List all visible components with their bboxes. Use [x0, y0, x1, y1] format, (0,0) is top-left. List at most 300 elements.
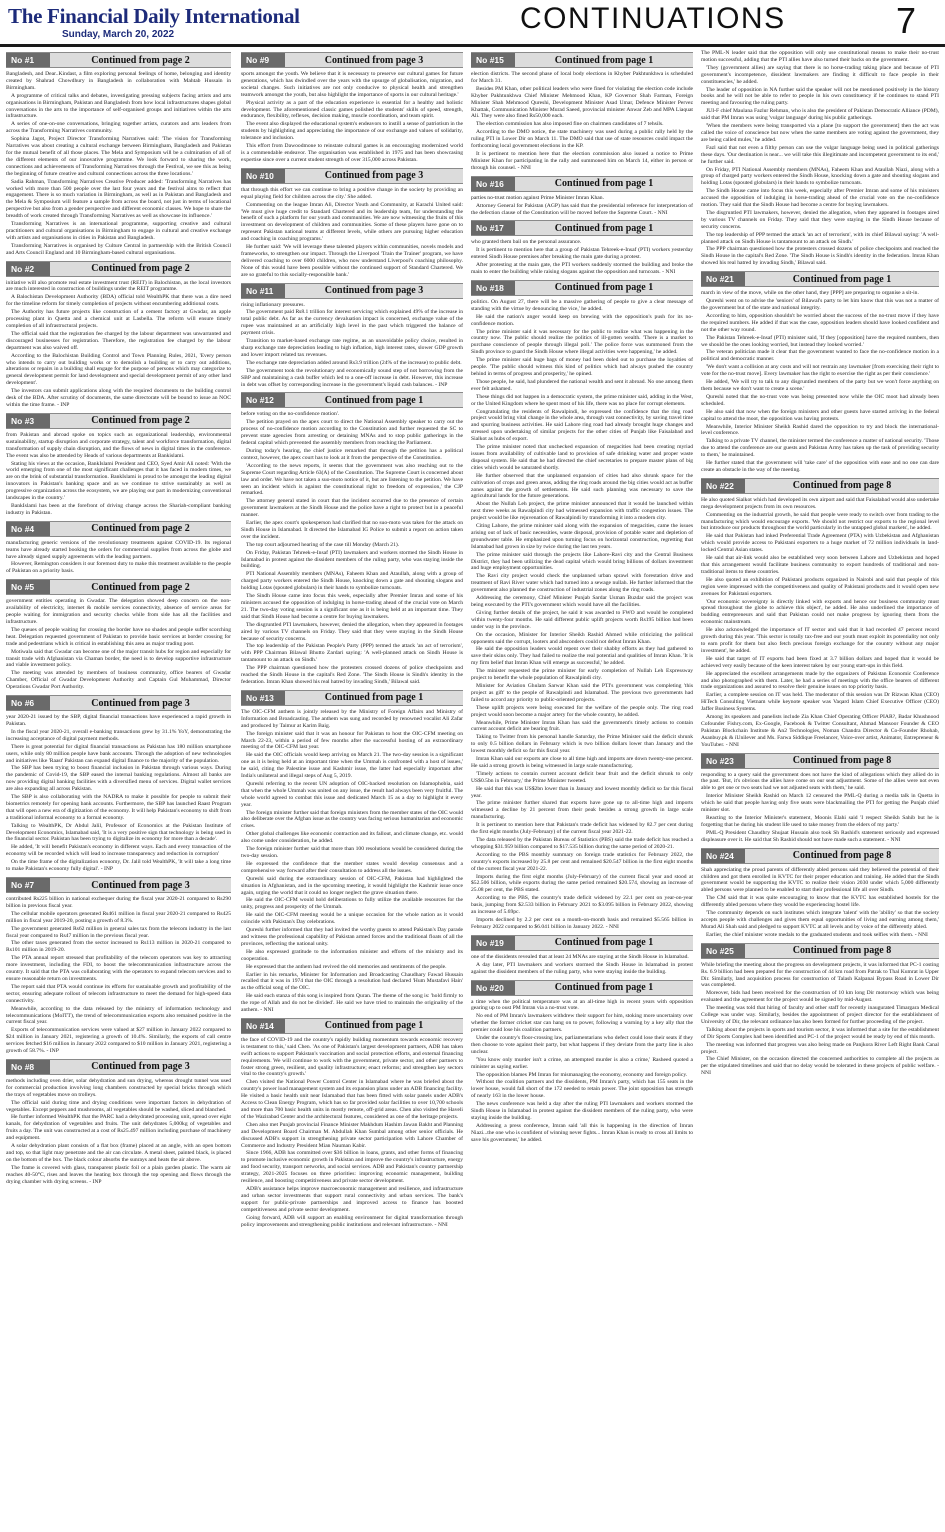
- column-1: [6, 50, 231, 1190]
- article-paragraph: Sadia Rahman, Transforming Narratives Creative Producer added: 'Transforming Narratives has worked with more than 500 people over the last four years and the festival aims to reflect that engagement. There is so much variation in Birmingham, as well as in Pakistan and Bangladesh and the Mela & Symposium will feature a sample from across the board, not just in terms of locational perspective but also from a gender perspective and different economic classes. We hope to share the breadth of work created through Transforming Narratives as well as showcase its influence.': [6, 178, 231, 220]
- article-paragraph: The petition prayed on the apex court to direct the National Assembly speaker to carry out the process of no-confidence motion according to the Constitution and further requested the SC to prevent state agencies from arresting or detaining MNAs and to stop public gatherings in the federal capital which prevented the assembly members from reaching the Parliament.: [241, 419, 463, 447]
- article-paragraph: Meanwhile, according to the data released by the ministry of information technology and telecommunications (MoITT), the trend of telecommunication exports also remained positive in the current fiscal year.: [6, 1005, 231, 1026]
- article-paragraph: Without the coalition partners and the dissidents, PM Imran's party, which has 155 seats in the lower house, would fall short of the 172 needed to retain power. The joint opposition has strength of nearly 163 in the lower house.: [471, 1079, 693, 1100]
- article-paragraph: Talking to WealthPK, Dr Abdul Jalil, Professor of Economics at the Pakistan Institute of Development Economics, Islamabad said, 'It is a very positive sign that technology is being used in the financial sector. Pakistan has been trying to digitalize its economy for more than a decade'.: [6, 822, 231, 843]
- article-paragraph: He said the OIC-CFM would hold deliberations to fully utilize the available resources for the unity, progress and prosperity of the Ummah.: [241, 897, 463, 911]
- article-paragraph: The official said during time and drying conditions were important factors in dehydration of vegetables. Except peppers and mushrooms, all vegetables should be washed, sliced and blanched.: [6, 1099, 231, 1113]
- article-paragraph: The prime minister noted that unchecked expansion of megacities had been creating myriad issues from availability of cultivable land to provision of safe drinking water and proper waste disposal system. He said that he had directed the chief secretaries to prepare master plans of big cities which would be saturated shortly.: [471, 444, 693, 471]
- article-paragraph: 'According to the news reports, it seems that the government was also reaching out to the Supreme Court regarding Article 63(A) of the Constitution. The Supreme Court is concerned about law and order. We have not taken a suo-moto notice of it, but are listening to the petition. We have seen an incident which is against the constitutional right to freedom of expression,' the CJP remarked.: [241, 462, 463, 497]
- article: [701, 753, 939, 844]
- article-paragraph: The investors can submit applications along with the required documents to the building control desk of the BDA. After scrutiny of documents, the same directorate will be bound to issue an NOC within the time frame. - INP: [6, 388, 231, 408]
- article-paragraph: responding to a query said the government does not have the kind of allegations which they allied do in the past. 'But, it's obvious the allies have come on our seat adjustment. Some of the allies were not even able to get one or two seats had we not adjusted seats with them,' he said.: [701, 771, 939, 792]
- issue-date: Sunday, March 20, 2022: [62, 29, 175, 40]
- article-paragraph: methods including oven drier, solar dehydration and sun drying, whereas drought tunnel was used for commercial production involving long chambers constructed by special bricks through which the trays of vegetables move on trolleys.: [6, 1077, 231, 1098]
- article-paragraph: He further observed that the unplanned expansion of cities had also shrunk space for the cultivation of crops and green areas, adding the ring roads around the big cities would act as buffer zones against the growth of settlements. He said such planning was necessary to save the agricultural lands for the future generations.: [471, 472, 693, 500]
- continued-from-label: Continued from page 2: [91, 523, 190, 535]
- article-paragraph: contributed Rs225 billion in national exchequer during the fiscal year 2020-21 compared to Rs290 billion in previous fiscal year.: [6, 896, 231, 909]
- article-number: No #10: [241, 169, 285, 183]
- article: [471, 280, 693, 931]
- article-paragraph: The Sindh House came into focus this week, especially after Premier Imran and some of his ministers accused the opposition of indulging in horse-trading ahead of the crucial vote on the no-confidence motion. They said that the Sindh House had become a centre for buying lawmakers.: [701, 188, 939, 209]
- article-paragraph: Moreover, bids had been received for the construction of 10 km long Dir motorway which was being evaluated and the agreement for the project would be signed by mid-August.: [701, 990, 939, 1004]
- article-paragraph: The prime minister further shared that exports have gone up to all-time high and imports witnessed a decline by 21 percent from their peak besides a strong growth in large scale manufacturing.: [471, 800, 693, 821]
- article: [241, 168, 463, 279]
- article: [6, 413, 231, 517]
- article-paragraph: A series of one-on-one conversations, bringing together artists, curators and arts leaders from across the Transforming Narratives community.: [6, 121, 231, 135]
- article-number: No #19: [471, 936, 515, 950]
- article-paragraph: The PML-N leader said that the opposition will only use constitutional means to make their no-trust motion successful, adding that the PTI allies have also turned their backs on the government.: [701, 50, 939, 63]
- article-paragraph: The PPP chairman questioned how the protesters crossed dozens of police checkpoints and reached the Sindh House in the capital's Red Zone. 'The Sindh House is Sindh's identity in the federation. Imran Khan showed his real hatred by invading Sindh,' Bilawal said.: [701, 246, 939, 267]
- article-number: No #17: [471, 221, 515, 235]
- article: [6, 877, 231, 1055]
- article-paragraph: He said the OIC-CFM meeting would be a unique occasion for the whole nation as it would coincide with Pakistan's Day celebrations.: [241, 912, 463, 926]
- article-paragraph: Giving further details of the project, he said it was awarded to FWO and would be completed within twenty-four months. He said different public uplift projects worth Rs195 billion had been under way in the province.: [471, 609, 693, 630]
- continued-from-label: Continued from page 1: [324, 1020, 424, 1032]
- article-paragraph: The SBP is also collaborating with the NADRA to make it possible for people to submit their biometrics remotely for opening bank accounts. Furthermore, the SBP has launched Raast Program that will open a new era of digitization of the economy. It will help Pakistan's economy to shift from a traditional informal economy to a formal economy.: [6, 794, 231, 821]
- article-paragraph: The Pakistan Tehreek-e-Insaf (PTI) minister said, 'If they [opposition] have the required numbers, then we should be the ones looking worried, but instead they looked worried.': [701, 334, 939, 348]
- article-paragraph: He also acknowledged the importance of IT sector and said that it had recorded 47 percent record growth during this year. 'This sector is totally tax-free and our youth must exploit its potentiality not only to earn profit for them but also fetch precious foreign exchange for the country without any major investment', he added.: [701, 627, 939, 654]
- article-paragraph: Commenting on the league Imran Ali, Director Youth and Community, at Karachi United said: 'We must give huge credit to Standard Chartered and its leadership team, for understanding the benefit of such a platform for our youth and communities. We are now witnessing the fruits of this investment on development of children and communities. Some of these players have gone on to represent Pakistan national teams at different levels, while others are pursuing higher education and coaching in coaching programs.': [241, 201, 463, 243]
- article-paragraph: Imports during the first eight months (July-February) of the current fiscal year and stood at $52.506 billion, while exports during the same period remained $20.574, showing an increase of 25.08 per cent, the PBS stated.: [471, 873, 693, 894]
- article-paragraph: 'When the members were being transported via a plane [to support the government] then the act was called the voice of conscience but now when the same members are voting against the government, they are being called mules,' he added.: [701, 123, 939, 143]
- article-header: [6, 579, 231, 595]
- article-paragraph: The other taxes generated from the sector increased to Rs113 million in 2020-21 compared to Rs101 million in 2019-20.: [6, 940, 231, 954]
- article-paragraph: a time when the political temperature was at an all-time high in recent years with opposition gearing up to oust PM Imran via a no-trust vote.: [471, 998, 693, 1012]
- article-paragraph: manufacturing generic versions of the revolutionary treatments against COVID-19. Its regional teams have already started booking the orders for commercial supplies from across the globe and have already signed supply agreements with the leading partners.: [6, 539, 231, 560]
- article-number: No #5: [6, 580, 50, 594]
- article-paragraph: He expressed the confidence that the member states would develop consensus and a comprehensive way forward after their consultation to address all the issues.: [241, 860, 463, 874]
- article-header: [6, 521, 231, 537]
- article-paragraph: On the time frame of the digitalization economy, Dr. Jalil told WealthPK, 'It will take a long time to make Pakistan's economy fully digital'. - INP: [6, 859, 231, 873]
- article-paragraph: During today's hearing, the chief justice remarked that through the petition has a political context, however, the apex court has to look at it from the perspective of the Constitution.: [241, 447, 463, 461]
- article-paragraph: About the Nullah Leh project, the prime minister announced that it would be launched within next three weeks as Rawalpindi city had witnessed expansion with traffic congestion issues. The project would be like rejuvenation of Rawalpindi by transforming it into a modern city.: [471, 501, 693, 522]
- article: [6, 52, 231, 257]
- continued-from-label: Continued from page 8: [792, 850, 892, 862]
- article: [241, 283, 463, 389]
- article-paragraph: the face of COVID-19 and the country's rapidly building momentum towards economic recovery is testament to this,' said Chen. 'As one of Pakistan's largest development partners, ADB has taken swift actions to support Pakistan's vaccination and social protection efforts, and external financing requirements. We will continue to work with the government, private sector, and other partners to foster strong green, resilient, and quality infrastructure; enact reforms; and strengthen key sectors vital to the country's growth.': [241, 1036, 463, 1078]
- article-number: No #11: [241, 284, 285, 298]
- article-paragraph: 'You know only murder isn't a crime, an attempted murder is also a crime,' Rasheed quoted a minister as saying earlier.: [471, 1056, 693, 1070]
- article-paragraph: The data released by the Pakistan Bureau of Statistics (PBS) said the trade deficit has reached a whopping $31.959 billion compared to $17.535 billion during the same period of 2020-21.: [471, 837, 693, 850]
- article-number: No #16: [471, 177, 515, 191]
- article-paragraph: He said each stanza of this song is inspired from Quran. The theme of the song is: 'hold firmly to the rope of Allah and do not be divided'. He said we have tried to maintain the originality of the anthem. - NNI: [241, 993, 463, 1014]
- article-paragraph: On Friday, Pakistan Tehreek-e-Insaf (PTI) lawmakers and workers stormed the Sindh House in Islamabad in protest against the dissident members of the ruling party, who was staying inside the building.: [241, 549, 463, 570]
- article-paragraph: The foreign minister said that it was an honour for Pakistan to host the OIC-CFM meeting on March 22-23, within a period of few months after the successful hosting of an extraordinary meeting of the OIC-CFM last year.: [241, 730, 463, 751]
- article-paragraph: march in view of the move, while on the other hand, they [PPP] are preparing to organise a sit-in.: [701, 290, 919, 297]
- article-paragraph: The meeting was attended by members of business community, office bearers of Gwadar Chamber, Official of Gwadar Development Authority and Captain Gul Muhammad, Director Operations Gwadar Port Authority.: [6, 670, 231, 691]
- article-header: [241, 1018, 463, 1034]
- article-paragraph: The PTA annual report stressed that profitability of the telecom operators was key to attracting more investment, including the FDI, to boost the telecommunication infrastructure across the country. It said that the PTA was collaborating with the operators to expand telecom services and to ensure reasonable return on investments.: [6, 955, 231, 982]
- article-number: No #3: [6, 414, 50, 428]
- article-paragraph: 'The community depends on such institutes which integrate 'talent' with the 'ability' so that the society accepts people with challenges and gives them equal opportunities of living and earning among them,' Murad Ali Shah said and pledged to support KVTC at all levels and by voice of the differently abled.: [701, 910, 939, 930]
- article-paragraph: These uplift projects were being executed for the welfare of the people only. The ring road project would soon become a major artery for the whole country, he added.: [471, 704, 693, 718]
- column-4: [701, 50, 939, 1081]
- article-paragraph: Meanwhile, Interior Minister Sheikh Rashid dared the opposition to try and block the international-level conference.: [701, 423, 939, 437]
- continued-from-label: Continued from page 2: [91, 54, 190, 66]
- continued-from-label: Continued from page 3: [91, 1061, 190, 1073]
- article-number: No #23: [701, 754, 745, 768]
- article-paragraph: While briefing the meeting about the progress on development projects, it was informed that PC-1 costing Rs. 6.9 billion had been prepared for the construction of 44 km road from Patrak to Thal Kumrat in Upper Dir. Similarly, land acquisition process for construction of Talash Kalpanai Bypass Road in Lower Dir was completed.: [701, 961, 939, 989]
- article-paragraph: election districts. The second phase of local body elections in Khyber Pakhtunkhwa is scheduled for March 31.: [471, 71, 693, 84]
- article-paragraph: The meeting was informed that progress was also being made on Panjkora River Left Right Bank Canal project.: [701, 1041, 939, 1055]
- article-paragraph: The government took the revolutionary and economically sound step of not borrowing from the SBP and maintaining a cash buffer which led to a one-off increase in debt. However, this increase in debt was offset by corresponding increase in the government's liquid cash balances. - INP: [241, 367, 463, 388]
- article-paragraph: It is pertinent to mention here that a group of Pakistan Tehreek-e-Insaf (PTI) workers yesterday entered Sindh House premises after breaking the main gate during a protest.: [471, 247, 693, 261]
- article-number: No #24: [701, 849, 745, 863]
- article-paragraph: Addressing a press conference, Imran said 'all this is happening in the direction of Imran Niazi...the one who is confident of winning never fights... Imran Khan is ready to cross all limits to save his government,' he added.: [471, 1122, 693, 1143]
- article-paragraph: The exchange rate depreciation added around Rs3.9 trillion (24% of the increase) to public debt.: [246, 359, 462, 366]
- article-header: [241, 168, 463, 184]
- article-paragraph: These things did not happen in a democratic system, the prime minister said, adding in the West, or the United Kingdom where he spent most of his life, there was no place for corrupt elements.: [471, 393, 693, 407]
- article-paragraph: rising inflationary pressures.: [241, 301, 305, 308]
- article-paragraph: JUI-F chief Maulana Fazlur Rehman, who is also the president of Pakistan Democratic Alliance (PDM), said that PM Imran was using 'vulgar language' during his public gatherings.: [701, 108, 940, 122]
- article-paragraph: He also expressed gratitude to the information minister and efforts of the ministry and its cooperation.: [241, 948, 463, 962]
- article-paragraph: that through this effort we can continue to bring a positive change in the society by providing an equal playing field for children across the city.' She added.: [241, 186, 463, 200]
- article-paragraph: The prime minister said through the projects like Lahore-Ravi city and the Central Business District, they had been utilizing the dead capital which would bring billions of dollars investment and huge employment opportunities.: [471, 551, 693, 572]
- article-paragraph: Addressing the ceremony, Chief Minister Punjab Sardar Usman Buzdar said the project was being executed by the PTI's government which would have all the facilities.: [471, 595, 693, 608]
- article-paragraph: 'They (government allies) are saying that there is no horse-trading taking place and because of PTI government's incompetence, dissident lawmakers are finding it difficult to face people in their constituencies,' he added.: [701, 64, 939, 85]
- article-paragraph: He said that target of IT exports had been fixed at 3.7 billion dollars and hoped that it would be achieved very easily because of the keen interest taken by our young start-ups in this field.: [701, 655, 939, 669]
- article-number: No #21: [701, 272, 745, 286]
- article-paragraph: The minister requested the prime minister for early completion of Nullah Leh Expressway project to benefit the whole population of Rawalpindi city.: [471, 668, 693, 682]
- article-paragraph: Motiwala said that Gwadar can become one of the major transit hubs for region and especially for transit trade with Afghanistan via Chaman border, the need is to develop supportive infrastructure and viable investment policy.: [6, 648, 231, 669]
- article-number: No #13: [241, 691, 285, 705]
- article-header: [6, 261, 231, 277]
- column-2: [241, 50, 463, 1232]
- article-paragraph: Under the country's floor-crossing law, parliamentarians who defect could lose their seats if they then choose to vote against their party, but what happens if they deviate from the party line is also unclear.: [471, 1035, 693, 1055]
- article-header: [471, 220, 693, 236]
- article-paragraph: 'Timely actions to contain current account deficit bear fruit and the deficit shrunk to only US$0.5bn in February,' the Prime Minister tweeted.: [471, 770, 693, 784]
- article-paragraph: Earlier, a complete session on IT was held. The moderator of this session was Dr Rizwan Khan (CEO) HiTech Consulting Vietnam while keynote speaker was Vaqard Islam Chief Executive Officer (CEO) Jaffer Business Systems.: [701, 692, 939, 713]
- article-paragraph: The prime minister said it was necessary for the public to realize what was happening in the country now. The public should realize the politics of ill-gotten wealth. 'There is a market to purchase conscience of people through illegal poll.' The police force was summoned from the Sindh province to guard the Sindh House where illegal activities were happening,' he added.: [471, 328, 693, 356]
- article-paragraph: The frame is covered with glass, transparent plastic foil or a plain garden plastic. The warm air reaches 40-50°C, rises and leaves the heating box through the top opening and flows through the drying chamber with drying screens. - INP: [6, 1164, 231, 1185]
- article-paragraph: Reacting to the Interior Minister's statement, Moonis Elahi said 'I respect Sheikh Sahib but he is forgetting that he during his student life used to take money from the elders of my party.': [701, 815, 939, 828]
- article-paragraph: The cellular mobile operators generated Rs461 million in fiscal year 2020-21 compared to Rs425 million in fiscal year 2019-20, posting a growth of 8.3%.: [6, 910, 231, 924]
- masthead-rule: [0, 44, 945, 47]
- article: [241, 690, 463, 1014]
- article-paragraph: He appreciated the excellent arrangements made by the organizers of Pakistan Economic Conference and also photographed with them. Later, he had a series of meetings with the office bearers of different trade organizations and assured to resolve their genuine issues on top priority basis.: [701, 670, 939, 691]
- article: [6, 579, 231, 691]
- article-paragraph: Shah appreciating the proud parents of differently abled persons said they believed the potential of their children and got them enrolled in KVTC for their proper education and training. He added that the Sindh government would be supporting the KVTC to realize their vision 2030 under which 5,000 differently abled persons were planned to be enabled to start their professional life all over Sindh.: [701, 866, 939, 894]
- page-number: 7: [896, 0, 917, 41]
- continued-from-label: Continued from page 3: [91, 697, 190, 709]
- continued-from-label: Continued from page 1: [792, 273, 892, 285]
- article: [471, 176, 693, 217]
- article-paragraph: Minister for Aviation Ghulam Sarwar Khan said the PTI's government was completing 'this project as gift' to the people of Rawalpindi and Islamabad. The previous two governments had failed to accord any priority to public-oriented projects.: [471, 682, 693, 703]
- article-paragraph: Imports declined by 2.2 per cent on a month-on-month basis and remained $5.565 billion in February 2022 compared to $6.041 billion in January 2022. - NNI: [471, 916, 693, 930]
- article-paragraph: Physical activity as a part of the education experience is essential for a healthy and holistic development. The aforementioned classic games polished the students' skills of speed, strength, endurance, flexibility, reflexes, decision making, muscle coordination, and team spirit.: [241, 99, 463, 120]
- article-paragraph: The SBP has been trying to boost financial inclusion in Pakistan through various ways. During the pandemic of Covid-19, the SBP eased the internal banking regulations. Almost all banks are now providing digital banking facilities with a diversified menu of services. Digital wallet services are also expanding all across Pakistan.: [6, 765, 231, 793]
- article-paragraph: It is pertinent to mention here that the election commission also issued a notice to Prime Minister Khan for participating in the rally and summoned him on March 14, either in person or through his counsel. - NNI: [471, 150, 693, 171]
- continued-from-label: Continued from page 1: [554, 937, 654, 949]
- article: [6, 521, 231, 576]
- article-paragraph: Exports of telecommunication services were valued at $27 million in January 2022 compared to $24 million in January 2021, registering a growth of 10.4%. Similarly, the exports of call centre services fetched $16 million in January 2022 compared to $10 million in January 2021, registering a growth of 58.7%. - INP: [6, 1027, 231, 1055]
- article-paragraph: He said that Pakistan had inked Preferential Trade Agreement (PTA) with Uzbekistan and Afghanistan which would provide access to Pakistani exporters to a huge market of 72 million individuals in land-locked Central Asian states.: [701, 533, 939, 554]
- article: [701, 848, 939, 939]
- article: [241, 52, 463, 164]
- article-paragraph: He added, 'We will try to talk to any disgruntled members of the party but we won't force anything on them because we don't want to create a scene.': [701, 379, 939, 392]
- article-paragraph: Bangladesh, and Dear..Kindast, a film exploring personal feelings of home, belonging and identity created by Shahrad Chowdhury in Bangladesh in collaboration with Mahtab Hussain in Birmingham.: [6, 71, 231, 91]
- article-paragraph: According to the PBS monthly summary on foreign trade statistics for February 2022, the country's exports increased by 25.8 per cent and remained $20.547 billion in the first eight months of the current fiscal year 2021-22.: [471, 851, 693, 872]
- article-number: No #20: [471, 981, 515, 995]
- article-paragraph: A solar dehydration plant consists of a flat box (frame) placed at an angle, with an open bottom and top, so that light may penetrate and the air can circulate. A metal sheet, painted black, is placed on the bottom of the box. The black colour absorbs the sunrays and heats the air above.: [6, 1143, 231, 1163]
- article-paragraph: He further said: 'We will leverage these talented players within communities, novels models and frameworks, to strengthen our impact. Through the Liverpool 'Train the Trainer' program, we have delivered coaching to over 6000 children, who now understand Liverpool's coaching philosophy. None of this would have been possible without the continued support of Standard Chartered. We are so grateful to this socially-responsible bank.': [241, 244, 463, 278]
- article-paragraph: On the occasion, Minister for Interior Sheikh Rashid Ahmed while criticizing the political opponents said the corrupt, looters and absconders could not defeat Imran Khan.: [471, 631, 693, 645]
- article-number: No #8: [6, 1060, 50, 1074]
- article-paragraph: A day later, PTI lawmakers and workers stormed the Sindh House in Islamabad in protest against the dissident members of the ruling party, who were staying inside the building.: [471, 961, 693, 975]
- article-paragraph: year 2020-21 issued by the SBP, digital financial transactions have experienced a rapid growth in Pakistan.: [6, 714, 231, 727]
- article-header: [6, 695, 231, 711]
- article: [701, 271, 939, 474]
- article-paragraph: Sophina Jagot, Project Director Transforming Narratives said: 'The vision for Transforming Narratives was about creating a cultural exchange between Birmingham, Bangladesh and Pakistan for the mutual benefit of all those places. The Mela and Symposium will be a culmination of all of the different elements of our innovative programme. We look forward to sharing the work, connections and achievements of Transforming Narratives through the Festival, we see this as being the beginning of future creative and cultural connections across the three locations.': [6, 136, 231, 177]
- article-paragraph: The leader of opposition in NA further said the speaker will not be mentioned positively in the history books and he will not be able to refer to people in his own constituency if he continues to stand PTI meeting and favouring the ruling party.: [701, 86, 939, 107]
- article-paragraph: The CM said that it was quite encouraging to know that the KVTC has established hostels for the differently abled persons where they would be experiencing hostel life.: [701, 895, 939, 909]
- article-paragraph: parties no-trust motion against Prime Minister Imran Khan.: [471, 194, 604, 201]
- article-paragraph: The meeting was told that hiring of faculty and other staff for recently inaugurated Timargara Medical College was under way. Similarly, besides the appointment of project director for the establishment of University of Dir, the relevant ordinance has also been formed for further proceeding of the project.: [701, 1005, 939, 1025]
- article-paragraph: Transition to market-based exchange rate regime, as an unavoidable policy choice, resulted in sharp exchange rate depreciation leading to high inflation, high interest rates, slower GDP growth and lower import related tax revenues.: [241, 338, 463, 358]
- article-paragraph: Talking about the projects in sports and tourism sector, it was informed that a site for the establishment of Dir Sports Complex had been identified and PC-1 of the project would be ready by end of this month.: [701, 1026, 939, 1040]
- article-paragraph: Transforming Narratives is organised by Culture Central in partnership with the British Council and Arts Council England and 10 Birmingham-based cultural organisations.: [6, 242, 231, 256]
- article-header: [701, 753, 939, 769]
- article-paragraph: 'We don't want a collision at any costs and will not restrain any lawmaker [from exercising their right to vote for the no-trust move]. Every lawmaker has the right to exercise the right as per their conscience.': [701, 364, 939, 378]
- article-paragraph: He also said that now when the foreign ministers and other guests have started arriving in the federal capital to attend the moot, the opposition was having protests.: [701, 408, 939, 422]
- article-paragraph: A Balochistan Development Authority (BDA) official told WealthPK that there was a dire need for the timeline reform for timely completion of projects without encumbering additional costs.: [6, 294, 231, 308]
- article: [471, 980, 693, 1144]
- article-paragraph: According to the Balochistan Building Control and Town Planning Rules, 2021, 'Every person who intends to carry out building works or to demolish a building or to carry out additions, alterations or repairs in a building shall engage for the purpose of persons which may categorize to general development permit for land development and special development permit of any other land development'.: [6, 352, 231, 387]
- article-paragraph: He further stated that the government will 'take care' of the opposition with ease and no one can dare create an obstacle in the way of the meeting.: [701, 460, 939, 473]
- article: [241, 1018, 463, 1228]
- article-paragraph: The PPP chairman questioned how the protesters crossed dozens of police checkpoints and reached the Sindh House in the capital's Red Zone. 'The Sindh House is Sindh's identity in the federation. Imran Khan showed his real hatred by invading Sindh,' Bilawal said.: [241, 665, 463, 685]
- article-header: [471, 52, 693, 68]
- article: [701, 50, 939, 267]
- continued-from-label: Continued from page 3: [324, 170, 424, 182]
- article-paragraph: Qureshi further informed that they had invited the worthy guests to attend Pakistan's Day parade and witness the professional capability of Pakistan armed forces and the traditional floats of all the provinces, reflecting the national unity.: [241, 927, 463, 947]
- article-header: [6, 1059, 231, 1075]
- article-paragraph: Qureshi referring to the recent UN adoption of OIC-backed resolution on Islamophobia, said that when the whole Ummah was united on any issue, the result had always been very fruitful. The whole world agreed to combat this issue and dedicated March 15 as a day to highlight it every year.: [241, 780, 463, 808]
- article-header: [6, 52, 231, 68]
- article-paragraph: Attorney General for Pakistan (AGP) has said that the presidential reference for interpretation of the defection clause of the Constitution will be moved before the Supreme Court. - NNI: [471, 202, 693, 216]
- continued-from-label: Continued from page 8: [792, 480, 892, 492]
- article-number: No #14: [241, 1019, 285, 1033]
- article-header: [471, 980, 693, 996]
- article-paragraph: Earlier, the apex court's spokesperson had clarified that no suo-moto was taken for the attack on Sindh House in Islamabad. It directed the Islamabad IG Police to submit a report on action taken over the incident.: [241, 520, 463, 540]
- article-paragraph: It is pertinent to mention here that Pakistan's trade deficit has widened by 82.7 per cent during the first eight months (July-February) of the current fiscal year 2021-22.: [471, 822, 693, 836]
- article-paragraph: The prime minister said huge bags of money had been doled out to purchase the loyalties of people. 'The public should witness this kind of politics which had always pushed the country behind in terms of progress and prosperity,' he opined.: [471, 357, 693, 377]
- article-header: [241, 690, 463, 706]
- article-paragraph: The top court adjourned hearing of the case till Monday (March 21).: [246, 541, 400, 548]
- article-paragraph: He said the OIC officials would keep arriving on March 21. The two-day session is a significant one as it is being held at an important time when the Ummah is confronted with a host of issues,' he said, citing the Palestine issue and Kashmir issue, the latter had especially important after India's unilateral and illegal steps of Aug 5, 2019.: [241, 752, 463, 780]
- article-paragraph: According to the PBS, the country's trade deficit widened by 22.1 per cent on year-on-year basis, jumping from $2.533 billion in February 2021 to $3.095 billion in February 2022, showing an increase of 5.69pc.: [471, 895, 693, 916]
- article-paragraph: BankIslami has been at the forefront of driving change across the Shariah-compliant banking industry in Pakistan.: [6, 502, 231, 516]
- continued-from-label: Continued from page 8: [792, 755, 892, 767]
- article: [241, 392, 463, 685]
- article-header: [241, 52, 463, 68]
- article-paragraph: The report said that PTA would continue its efforts for sustainable growth and profitability of the sector, ensuring adequate rollout of telecom infrastructure to meet the demand for high-speed data connectivity.: [6, 983, 231, 1004]
- column-3: [471, 50, 693, 1148]
- article-paragraph: A programme of critical talks and debates, investigating pressing subjects facing artists and arts organisations in Birmingham, Pakistan and Bangladesh from how local infrastructures shapes global conversations in the arts to the importance of self-organised groups and initiatives within the arts infrastructure.: [6, 92, 231, 120]
- continued-from-label: Continued from page 3: [91, 879, 190, 891]
- article-paragraph: There is great potential for digital financial transactions as Pakistan has 180 million smartphone users, while only 80 million people have bank accounts. Through the adoption of new technologies and initiatives like 'Raast' Pakistan can expand digital finance to the majority of the population.: [6, 743, 231, 764]
- article-header: [701, 478, 939, 494]
- article-paragraph: Among its speakers and panelists include Zia Khan Chief Operating Officer PIAR?, Badar Khushnood Cofounder Fishry.com, Ex-Google, Facebook & Twitter Consultant, Ahmad Mansoor Founder & CEO Pakistan Blockchain Institute & An2 Technologies, Noman Chandra Director & Co-Founder Rhohab, Asanbuy.pk & iUnilever and Ms. Farwa Siddique Freelancer, Voice-over artist, Animator, Entrepreneur & YouTuber. - NNI: [701, 714, 939, 748]
- article-paragraph: He expressed that the anthem had revived the old memories and sentiments of the people.: [246, 963, 447, 970]
- article-paragraph: who granted them bail on the personal assurance.: [471, 239, 582, 246]
- article-paragraph: He also quoted an exhibition of Pakistani products organized in Nairobi and said that people of this region were impressed with the competitiveness and quality of Pakistani products and it would open new avenues for Pakistani exporters.: [701, 576, 939, 597]
- article-header: [471, 176, 693, 192]
- article-paragraph: initiative will also promote real estate investment trust (REIT) in Balochistan, as the local investors are much interested in construction of buildings under the REIT programme.: [6, 279, 231, 293]
- continued-from-label: Continued from page 3: [324, 54, 424, 66]
- article-paragraph: from Pakistan and abroad spoke on topics such as organizational leadership, environmental sustainability, startup disruption and corporate strategy, talent and workforce transformation, digital transformation of supply chain disruption, and the flows of news in digital times in the conference. The event was also be attended by Heads of various departments at Bankislami.: [6, 431, 231, 459]
- article: [701, 943, 939, 1078]
- article-number: No #18: [471, 281, 515, 295]
- article-paragraph: This effort from Dawoodmone to reinstate cultural games is an encouraging modernized world is a commendable endeavor. The organisation was established in 1975 and has been showcasing expertise since over a current student strength of over 315,000 across Pakistan.: [241, 143, 463, 163]
- article-paragraph: The OIC-CFM anthem is jointly released by the Ministry of Foreign Affairs and Ministry of Information and Broadcasting. The anthem was sung and recorded by renowned vocalist Ali Zafar and produced by Taimur at Karim Baig.: [241, 708, 463, 729]
- article-paragraph: Imran Khan said our exports are close to all time high and imports are down twenty-one percent. He said a strong growth is being witnessed in large scale manufacturing.: [471, 756, 693, 769]
- continued-from-label: Continued from page 1: [554, 282, 654, 294]
- article-header: [471, 935, 693, 951]
- article-paragraph: Qureshi went on to advise the 'seniors' of Bilawal's party to let him know that this was not a matter of the government but of the state and national integrity.: [701, 298, 939, 311]
- continued-from-label: Continued from page 1: [554, 222, 654, 234]
- article-header: [241, 283, 463, 299]
- article-paragraph: No end of PM Imran's lawmakers withdrew their support for him, stoking more uncertainty over whether the former cricket star can hang on to power, following a warning by a key ally that the premier could lose his coalition partners.: [471, 1013, 693, 1034]
- article-paragraph: before voting on the no-confidence motion'.: [241, 411, 340, 418]
- article-number: No #2: [6, 262, 50, 276]
- article-paragraph: Citing Lahore, the prime minister said along with the expansion of megacities, came the issues arising out of lack of basic necessities, waste disposal, provision of potable water and depletion of groundwater table. He emphasized upon turning focus on horizontal construction, regretting that Islamabad had grown in size by twice during the last ten years.: [471, 523, 693, 550]
- continued-from-label: Continued from page 1: [554, 54, 654, 66]
- article-paragraph: The election commission has also imposed fine on chairmen candidates of 7 tehsils.: [476, 121, 664, 128]
- continued-from-label: Continued from page 2: [91, 263, 190, 275]
- article-paragraph: Fazl said that not even a filthy person can use the vulgar language being used in political gatherings these days. 'Our destination is near... we will take this illegitimate and incompetent government to its end,' he further said.: [701, 144, 939, 165]
- article: [6, 261, 231, 409]
- article-paragraph: Talking to a private TV channel, the minister termed the conference a matter of national security. 'Those due to attend the conference are our guests and Pakistan Army has taken up the task of providing security to them,' he maintained.: [701, 438, 939, 459]
- newspaper-title: The Financial Daily International: [8, 4, 300, 28]
- article-paragraph: The government paid Rs8.1 trillion for interest servicing which explained 49% of the increase in total public debt. As far as the currency devaluation impact is concerned, exchange value of the rupee was maintained at an artificially high level in the past which triggered the balance of payment crisis.: [241, 309, 463, 337]
- article-paragraph: Congratulating the residents of Rawalpindi, he expressed the confidence that the ring road project would bring vital change in the whole area, through vast connectivity, by saving travel time and spurring business activities. He said Lahore ring road had already brought huge changes and stressed upon undertaking of similar projects for the other cities of Punjab like Faisalabad and Sialkot as hubs of export.: [471, 408, 693, 443]
- section-title: CONTINUATIONS: [520, 2, 786, 35]
- article-paragraph: He said that this was US$2bn lower than in January and lowest monthly deficit so far this fiscal year.: [471, 785, 693, 799]
- article-header: [701, 271, 939, 287]
- article-paragraph: Interior Minister Sheikh Rashid on March 12 censured the PML-Q during a media talk in Quetta in which he said that people having only five seats were blackmailing the PTI for getting the Punjab chief minister slot.: [701, 793, 939, 814]
- article-number: No #6: [6, 696, 50, 710]
- article-paragraph: The veteran politician made it clear that the government wanted to face the no-confidence motion in a political and democratic manner.: [701, 349, 939, 363]
- article-paragraph: politics. On August 27, there will be a massive gathering of people to give a clear message of standing with the virtue by denouncing the vice,' he added.: [471, 298, 693, 312]
- article-paragraph: He added, 'It will benefit Pakistan's economy in different ways. Each and every transaction of the economy will be recorded which will lead to increase transparency and reduction in corruption': [6, 844, 231, 858]
- article-number: No #15: [471, 53, 515, 67]
- article-paragraph: The official said that the registration fee charged by the labour department was unwarranted and discouraged businesses for registration. Therefore, the registration fee charged by the labour department was also waived off.: [6, 330, 231, 351]
- article-paragraph: He said that air-link would also be established very soon between Lahore and Uzbekistan and hoped that this arrangement would facilitate business community to export hundreds of traditional and non-traditional items to these countries.: [701, 555, 939, 575]
- article-paragraph: The queues of people waiting for crossing the border have no shades and people suffer scorching heat. Delegation requested government of Pakistan to provide basic services at border crossing for trade and pedestrians which is critical in establishing this area as major trading post.: [6, 626, 231, 647]
- article-paragraph: Transforming Narratives is an international programme, supporting creative and cultural practitioners and cultural organisations in Birmingham to engage in cultural and creative exchange with artists and organisations in cities in Pakistan and Bangladesh.: [6, 221, 231, 241]
- continued-from-label: Continued from page 1: [324, 394, 424, 406]
- article-paragraph: Qureshi noted that the no-trust vote was being presented now while the OIC moot had already been scheduled.: [701, 393, 939, 407]
- article-paragraph: The Authority has future projects like construction of a cement factory at Gwadar, an apple processing plant in Quetta and a chemical unit at Lasbella. The reform will ensure timely completion of all infrastructural projects.: [6, 309, 231, 329]
- article-paragraph: The foreign minister further said that foreign ministers from the member states of the OIC would also deliberate over the Afghan issue as the country was facing serious humanitarian and economic crises.: [241, 809, 464, 830]
- article-number: No #12: [241, 393, 285, 407]
- article-paragraph: PTI National Assembly members (MNAs), Faheem Khan and Ataullah, along with a group of charged party workers entered the Sindh House, knocking down a gate and shouting slogans and holding Lotas (spouted globulars) in their hands to symbolize turncoats.: [241, 571, 463, 592]
- article-paragraph: On Friday, PTI National Assembly members (MNAs), Faheem Khan and Ataullah Niazi, along with a group of charged party workers entered the Sindh House, knocking down a gate and shouting slogans and holding Lotas (spouted globulars) in their hands to symbolize turncoats.: [701, 166, 939, 187]
- article-paragraph: Besides PM Khan, other political leaders who were fined for violating the election code include Khyber Pakhtunkhwa Chief Minister Mehmood Khan, KP Governor Shah Farman, Foreign Minister Shah Mehmood Qureshi, Development Minister Asad Umar, Defence Minister Pervez Khattak, Communication Minister Murad Saeed, provincial minister Anwar Zeb and MPA Liaquat Ali. They were also fined Rs50,000 each.: [471, 85, 693, 120]
- article-paragraph: Earlier, the chief minister wrote medals to the graduated students and took selfies with them. - NNI: [706, 931, 928, 938]
- article-paragraph: Stating his views at the occasion, BankIslami President and CEO, Syed Amir Ali noted: 'With the world emerging from one of the most significant challenges that it has faced in modern times, we are on the brink of substantial transformation. BankIslami is proud to be amongst the leading digital innovators in Pakistan's banking space and as we continue to strive sustainably as well as progressive organization across the ecosystem, we are playing our part in modernizing conventional landscapes in the country.': [6, 460, 231, 502]
- article-paragraph: He said the nation's anger would keep on brewing with the opposition's push for its no-confidence motion.: [471, 313, 693, 327]
- article-paragraph: The top leadership of the Pakistan People's Party (PPP) termed the attack 'an act of terrorism', with PPP Chairman Bilawal Bhutto Zardari saying: 'A well-planned attack on Sindh House is tantamount to an attack on Sindh.': [241, 643, 463, 664]
- article-paragraph: Going forward, ADB will support an enabling environment for digital transformation through policy improvements and strengthening public institutions and relevant infrastructure. - NNI: [241, 1214, 463, 1228]
- article-paragraph: In the fiscal year 2020-21, overall e-banking transactions grew by 31.1% YoY, demonstrating the increasing acceptance of digital payment methods.: [6, 728, 231, 742]
- article-paragraph: The government generated Rs62 million in general sales tax from the telecom industry in the last fiscal year compared to Rs47 million in the previous fiscal year.: [6, 925, 231, 939]
- article-header: [6, 413, 231, 429]
- article-number: No #25: [701, 944, 745, 958]
- article-paragraph: He said the opposition leaders would repent over their shabby efforts as they had gathered to save their skins only. They had failed to realize the real potential and qualities of Imran Khan. 'It is my firm belief that Imran Khan will emerge as successful,' he added.: [471, 646, 693, 667]
- article-paragraph: The Chief Minister, on the occasion directed the concerned authorities to complete all the projects as per the stipulated timelines and said that no delay would be tolerated in these projects of public welfare. - NNI: [701, 1056, 939, 1077]
- article-number: No #9: [241, 53, 285, 67]
- continued-from-label: Continued from page 2: [91, 415, 190, 427]
- article-paragraph: The event also displayed the educational system's endeavors to instill a sense of patriotism in the students by highlighting and appreciating the importance of our exchange and values of solidarity, tolerance and inclusion.: [241, 121, 463, 142]
- article-header: [471, 280, 693, 296]
- continued-from-label: Continued from page 3: [324, 285, 424, 297]
- article-paragraph: According to the DMO notice, the state machinery was used during a public rally held by the ruling PTI in Lower Dir on March 11. The DMO said that use of state resources could impact the forthcoming local government elections in the KP.: [471, 129, 693, 150]
- article: [6, 1059, 231, 1186]
- article-paragraph: According to him, opposition shouldn't be worried about the success of the no-trust move if they have the required numbers. He added if that was the case, opposition leaders should have looked confident and not the other way round.: [701, 312, 939, 333]
- article-paragraph: Earlier in his remarks, Minister for Information and Broadcasting Chaudhary Fawad Hussain recalled that it was in 1974 that the OIC through a resolution had declared 'Hum Mustafavi Hain' as the official song of the OIC.: [241, 971, 463, 992]
- continued-from-label: Continued from page 1: [554, 178, 654, 190]
- article-number: No #1: [6, 53, 50, 67]
- article-paragraph: After protesting at the main gate, the PTI workers suddenly stormed the building and broke the main to enter the building while raising slogans against the opposition and turncoats. - NNI: [471, 262, 693, 276]
- article-paragraph: The disgruntled PTI lawmakers, however, denied the allegation, when they appeared in footages aired by various TV channels on Friday. They said that they were staying in the Sindh House because of security concerns.: [241, 621, 463, 642]
- article: [471, 935, 693, 976]
- article-number: No #22: [701, 479, 745, 493]
- article-paragraph: Chen visited the National Power Control Center in Islamabad where he was briefed about the country's power load management system and its expansion plans under an ADB financing facility. He visited a basic health unit near Islamabad that has been fitted with solar panels under ADB's Access to Clean Energy Program, which has so far provided solar facilities to over 10,700 schools and more than 700 basic health units in mostly remote, off-grid areas. Chen also visited the Haveli of the Wazirabad Center and the architectural features, considered as one of the heritage projects.: [241, 1079, 463, 1120]
- article-paragraph: He further informed WealthPK that the PARC had a dehydrated processing unit, spread over eight kanals, for dehydration of vegetables and fruits. The unit dehydrates 5,000kg of vegetables and fruits a day. The unit was constructed at a cost of Rs25.497 million including purchase of machinery and equipment.: [6, 1114, 231, 1142]
- article: [6, 695, 231, 873]
- article-paragraph: Qureshi said during the extraordinary session of OIC-CFM, Pakistan had highlighted the situation in Afghanistan, and in the upcoming meeting, it would highlight the Kashmir issue once again, urging the world that it could no longer neglect the grave situation there.: [241, 875, 463, 896]
- article-paragraph: Those people, he said, had plundered the national wealth and sent it abroad. No one among them ever felt ashamed.: [471, 378, 693, 392]
- article-paragraph: He also quoted Sialkot which had developed its own airport and said that Faisalabad would also undertake mega development projects from its own resources.: [701, 496, 939, 510]
- article-header: [241, 392, 463, 408]
- article-header: [6, 877, 231, 893]
- article-number: No #7: [6, 878, 50, 892]
- article-paragraph: Chen also met Punjab provincial Finance Minister Makhdum Hashim Jawan Bakht and Planning and Development Board Chairman M. Abdullah Khan Sumbal among other senior officials. He discussed ADB's support in strengthening private sector participation with Lahore Chamber of Commerce and Industry President Mian Nauman Kabir.: [241, 1121, 463, 1149]
- article-paragraph: one of the dissidents revealed that at least 24 MNAs are staying at the Sindh House in Islamabad.: [471, 953, 689, 960]
- article: [701, 478, 939, 749]
- article-paragraph: The attorney general stated in court that the incident occurred due to the presence of certain government lawmakers at the Sindh House and the police have a right to protect but in a peaceful manner.: [241, 498, 463, 519]
- article-paragraph: The Ravi city project would check the unplanned urban sprawl with forestation drive and treatment of Ravi River water which had turned into a sewage nullah. He further informed that the government also planned the construction of industrial zones along the ring roads.: [471, 573, 693, 594]
- article: [471, 220, 693, 276]
- continued-from-label: Continued from page 8: [792, 945, 892, 957]
- article-number: No #4: [6, 522, 50, 536]
- continued-from-label: Continued from page 1: [324, 692, 424, 704]
- article-paragraph: 'Our economic sovereignty is directly linked with exports and hence our business community must spread throughout the globe to achieve this object', he added. He also underlined the importance of budding entrepreneurs and said that Pakistan could not make progress by ignoring them from the economic mainstream.: [701, 598, 939, 626]
- article-paragraph: government entities operating in Gwadar. The delegation showed deep concern on the non-availability of electricity, internet & mobile services connectivity, absence of service areas for people waiting for immigration and security checks while from side has all the facilities and infrastructure.: [6, 598, 231, 625]
- article-paragraph: ADB's assistance helps improve macroeconomic management and resilience, and infrastructure and urban sector investments that support rural connectivity and urban services. The bank's support for public-private partnerships and improved access to finance has boosted competitiveness and private sector development.: [241, 1185, 463, 1213]
- article-paragraph: Since 1966, ADB has committed over $36 billion in loans, grants, and other forms of financing to promote inclusive economic growth in Pakistan and improve the country's infrastructure, energy and food security, transport networks, and social services. ADB and Pakistan's country partnership strategy, 2021-2025 focuses on three priorities: improving economic management, building resilience, and boosting competitiveness and private sector development.: [241, 1150, 463, 1185]
- article-paragraph: The news conference was held a day after the ruling PTI lawmakers and workers stormed the Sindh House in Islamabad in protest against the dissident members of the ruling party, who were staying inside the building.: [471, 1101, 693, 1121]
- article-paragraph: Meanwhile, Prime Minister Imran Khan has said the government's timely actions to contain current account deficit are bearing fruit.: [471, 719, 693, 733]
- article-paragraph: Commenting on the industrial growth, he said that people were ready to switch over from trading to the manufacturing which would encourage exports. 'We should not restrict our exports to the regional level but introduce our products throughout the world particularly in the untapped global markets', he added.: [701, 511, 939, 532]
- article-header: [701, 848, 939, 864]
- article-paragraph: The foreign minister further said that more than 100 resolutions would be considered during the two-day session.: [241, 846, 463, 859]
- article-paragraph: Other global challenges like economic contraction and its fallout, and climate change, etc. would also come under consideration, he added.: [241, 831, 463, 845]
- article-paragraph: The opposition blames PM Imran for mismanaging the economy, economy and foreign policy.: [476, 1071, 688, 1078]
- masthead: [0, 0, 945, 48]
- article-paragraph: The Sindh House came into focus this week, especially after Premier Imran and some of his ministers accused the opposition of indulging in horse-trading ahead of the crucial vote on March 21. The two-day voting session is a significant one as it is being held at an important time. They said that Sindh House had become a centre for buying lawmakers.: [241, 593, 463, 620]
- article-paragraph: The top leadership of PPP termed the attack 'an act of terrorism', with its chief Bilawal saying: 'A well-planned attack on Sindh House is tantamount to an attack on Sindh.': [701, 231, 939, 245]
- article: [471, 52, 693, 172]
- article-paragraph: However, Remington considers it our foremost duty to make this treatment available to the people of Pakistan on a priority basis.: [6, 561, 231, 575]
- article-paragraph: PML-Q President Chaudhry Shujaat Hussain also took Sh Rashid's statement seriously and expressed displeasure over it. He said that Sh Rashid should not have made such a statement. - NNI: [701, 829, 939, 843]
- article-header: [701, 943, 939, 959]
- article-paragraph: Taking to Twitter from his personal handle Saturday, the Prime Minister said the deficit shrunk to only 0.5 billion dollars in February which is two billion dollars lower than January and the lowest monthly deficit so far this fiscal year.: [471, 734, 693, 755]
- article-paragraph: The disgruntled PTI lawmakers, however, denied the allegation, when they appeared in footages aired by various TV channels on Friday. They said that they were staying in the Sindh House because of security concerns.: [701, 209, 939, 230]
- article-paragraph: sports amongst the youth. We believe that it is necessary to preserve our cultural games for future generations, which has dwindled over the years with the upsurge of globalisation, migration, and societal changes. Such initiatives are not only conducive to physical health and strengthen teamwork amongst the youth, but also highlight the importance of sports in our cultural heritage.': [241, 71, 463, 98]
- continued-from-label: Continued from page 1: [554, 982, 654, 993]
